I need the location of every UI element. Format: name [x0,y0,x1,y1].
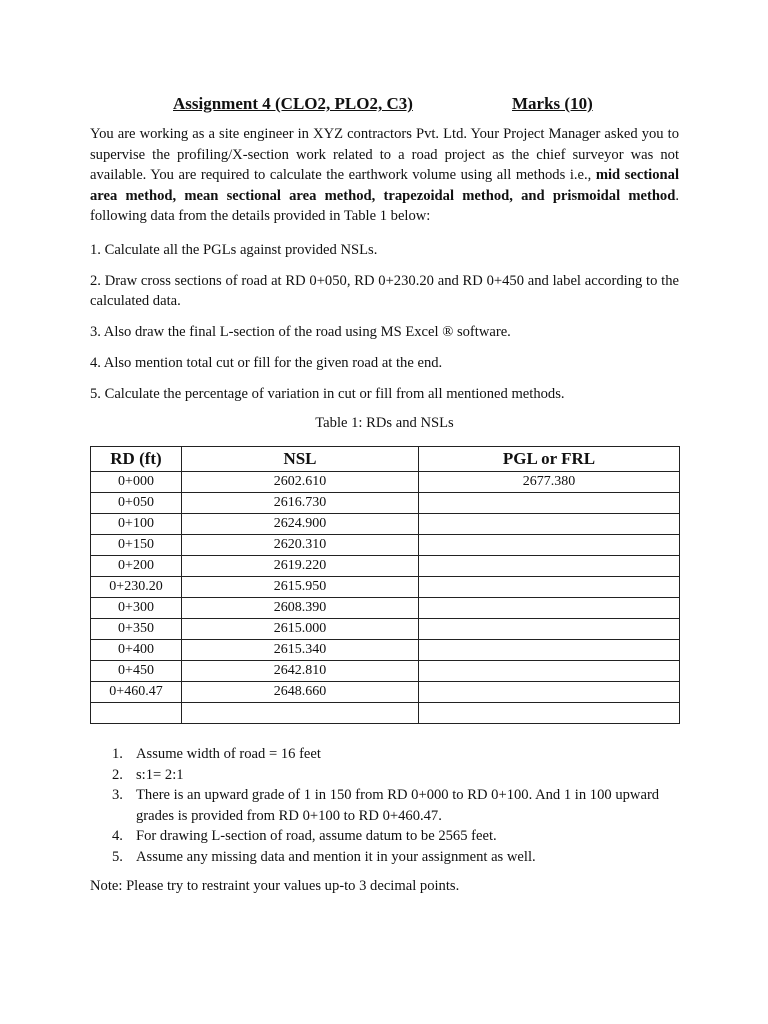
assumption-text: Assume any missing data and mention it in your assignment as well. [136,848,536,865]
assumption-item [90,785,679,826]
pgl-cell [419,493,680,514]
assumption-number: 4. [112,828,123,845]
nsl-cell: 2615.340 [182,640,419,661]
task-item-5: 5. Calculate the percentage of variation in cut or fill from all mentioned methods. [90,386,565,402]
table-row [91,472,680,493]
assumption-text: There is an upward grade of 1 in 150 from RD 0+000 to RD 0+100. And 1 in 100 upward grades is provided from RD 0+100 to RD 0+460.47. [136,787,660,824]
pgl-cell [419,535,680,556]
assumption-number: 3. [112,787,123,804]
intro-text-1: You are working as a site engineer in XYZ contractors Pvt. Ltd. Your Project Manager asked you to supervise the profiling/X-section work related to a road project as the chief surveyor was not available. You are required to calculate the earthwork volume using all methods i.e., [90,126,679,184]
nsl-cell: 2608.390 [182,598,419,619]
pgl-cell [419,514,680,535]
nsl-cell: 2615.000 [182,619,419,640]
marks-label: Marks (10) [512,94,593,113]
nsl-cell: 2620.310 [182,535,419,556]
task-item-3: 3. Also draw the final L-section of the road using MS Excel ® software. [90,324,511,340]
nsl-cell: 2642.810 [182,661,419,682]
table-row [91,661,680,682]
rd-cell: 0+400 [91,640,182,661]
table-row [91,556,680,577]
pgl-cell [419,598,680,619]
pgl-cell: 2677.380 [419,472,680,493]
assumption-item [90,847,679,868]
nsl-cell: 2616.730 [182,493,419,514]
intro-paragraph [90,124,679,227]
pgl-cell [419,682,680,703]
table-row [91,514,680,535]
pgl-cell [419,619,680,640]
intro-text-2: . following data from the details provided in Table 1 below: [90,187,679,225]
task-item-2: 2. Draw cross sections of road at RD 0+050, RD 0+230.20 and RD 0+450 and label according to the calculated data. [90,273,679,309]
nsl-cell: 2602.610 [182,472,419,493]
table-row [91,535,680,556]
assumptions-list [90,744,679,868]
header-pgl: PGL or FRL [419,447,680,472]
nsl-cell: 2624.900 [182,514,419,535]
note-text: Note: Please try to restraint your values up-to 3 decimal points. [90,878,460,894]
assumption-item [90,765,679,786]
rd-cell: 0+350 [91,619,182,640]
task-item-4: 4. Also mention total cut or fill for the given road at the end. [90,355,443,371]
nsl-cell [182,703,419,724]
rd-cell: 0+100 [91,514,182,535]
assumption-number: 2. [112,766,123,783]
table-row-empty [91,703,680,724]
assumption-text: Assume width of road = 16 feet [136,746,321,762]
pgl-cell [419,556,680,577]
header-nsl: NSL [182,447,419,472]
assumption-text: For drawing L-section of road, assume datum to be 2565 feet. [136,828,497,845]
intro-methods-bold: mid sectional area method, mean sectional area method, trapezoidal method, and prismoidal method [90,167,679,204]
header-rd: RD (ft) [91,447,182,472]
table-header-row [91,447,680,472]
table-row [91,682,680,703]
assumption-number: 1. [112,746,123,762]
table-row [91,619,680,640]
assumption-item [90,826,679,847]
rd-cell: 0+150 [91,535,182,556]
rd-nsl-table [90,446,680,724]
assignment-title: Assignment 4 (CLO2, PLO2, C3) [173,94,413,113]
assumption-number: 5. [112,848,123,865]
table-row [91,577,680,598]
rd-cell: 0+000 [91,472,182,493]
rd-cell: 0+200 [91,556,182,577]
rd-cell: 0+460.47 [91,682,182,703]
rd-cell: 0+230.20 [91,577,182,598]
table-row [91,493,680,514]
task-item-1: 1. Calculate all the PGLs against provided NSLs. [90,242,378,258]
table-caption: Table 1: RDs and NSLs [315,415,454,431]
rd-cell: 0+050 [91,493,182,514]
pgl-cell [419,661,680,682]
rd-cell: 0+450 [91,661,182,682]
nsl-cell: 2648.660 [182,682,419,703]
table-row [91,598,680,619]
rd-cell: 0+300 [91,598,182,619]
nsl-cell: 2619.220 [182,556,419,577]
pgl-cell [419,703,680,724]
pgl-cell [419,577,680,598]
assumption-item [90,744,679,765]
assumption-text: s:1= 2:1 [136,766,184,783]
rd-cell [91,703,182,724]
pgl-cell [419,640,680,661]
nsl-cell: 2615.950 [182,577,419,598]
table-row [91,640,680,661]
